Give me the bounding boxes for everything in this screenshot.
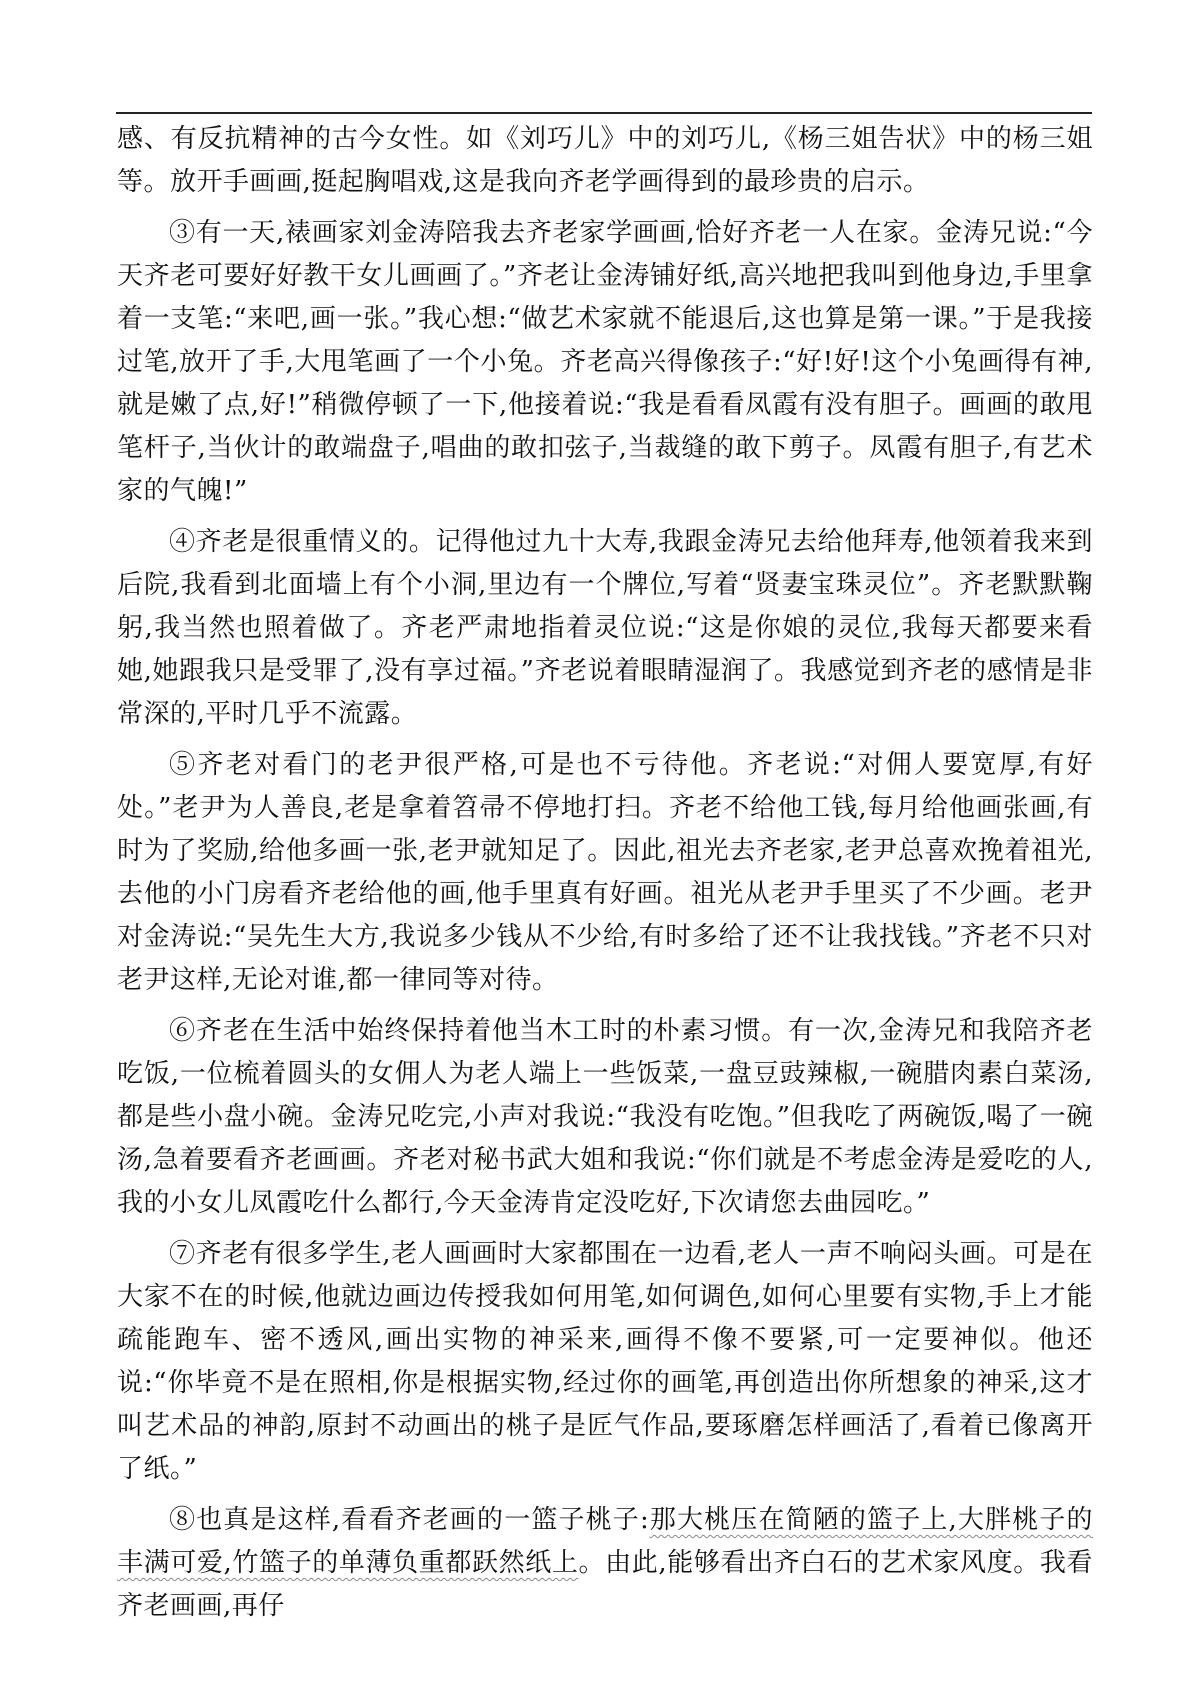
paragraph-8 xyxy=(117,1499,1093,1628)
paragraph-8-lead: ⑧也真是这样,看看齐老画的一篮子桃子: xyxy=(169,1505,650,1535)
article-body xyxy=(117,118,1093,1628)
header-rule xyxy=(116,112,1092,114)
paragraph-7: ⑦齐老有很多学生,老人画画时大家都围在一边看,老人一声不响闷头画。可是在大家不在的时候,他就边画边传授我如何用笔,如何调色,如何心里要有实物,手上才能疏能跑车、密不透风,画出实物的神采来,画得不像不要紧,可一定要神似。他还说:“你毕竟不是在照相,你是根据实物,经过你的画笔,再创造出你所想象的神采,这才叫艺术品的神韵,原封不动画出的桃子是匠气作品,要琢磨怎样画活了,看着已像离开了纸。” xyxy=(117,1239,1093,1484)
paragraph-3: ③有一天,裱画家刘金涛陪我去齐老家学画画,恰好齐老一人在家。金涛兄说:“今天齐老可要好好教干女儿画画了。”齐老让金涛铺好纸,高兴地把我叫到他身边,手里拿着一支笔:“来吧,画一张。”我心想:“做艺术家就不能退后,这也算是第一课。”于是我接过笔,放开了手,大甩笔画了一个小兔。齐老高兴得像孩子:“好!好!这个小兔画得有神,就是嫩了点,好!”稍微停顿了一下,他接着说:“我是看看凤霞有没有胆子。画画的敢甩笔杆子,当伙计的敢端盘子,唱曲的敢扣弦子,当裁缝的敢下剪子。凤霞有胆子,有艺术家的气魄!” xyxy=(117,218,1093,506)
paragraph-6: ⑥齐老在生活中始终保持着他当木工时的朴素习惯。有一次,金涛兄和我陪齐老吃饭,一位梳着圆头的女佣人为老人端上一些饭菜,一盘豆豉辣椒,一碗腊肉素白菜汤,都是些小盘小碗。金涛兄吃完,小声对我说:“我没有吃饱。”但我吃了两碗饭,喝了一碗汤,急着要看齐老画画。齐老对秘书武大姐和我说:“你们就是不考虑金涛是爱吃的人,我的小女儿凤霞吃什么都行,今天金涛肯定没吃好,下次请您去曲园吃。” xyxy=(117,1016,1093,1218)
paragraph-8-tail: 。由此,能够看出齐白石的艺术家风度。我看齐老画画,再仔 xyxy=(117,1548,1094,1621)
paragraph-continued: 感、有反抗精神的古今女性。如《刘巧儿》中的刘巧儿,《杨三姐告状》中的杨三姐等。放开手画画,挺起胸唱戏,这是我向齐老学画得到的最珍贵的启示。 xyxy=(117,124,1093,197)
paragraph-4: ④齐老是很重情义的。记得他过九十大寿,我跟金涛兄去给他拜寿,他领着我来到后院,我看到北面墙上有个小洞,里边有一个牌位,写着“贤妻宝珠灵位”。齐老默默鞠躬,我当然也照着做了。齐老严肃地指着灵位说:“这是你娘的灵位,我每天都要来看她,她跟我只是受罪了,没有享过福。”齐老说着眼睛湿润了。我感觉到齐老的感情是非常深的,平时几乎不流露。 xyxy=(117,527,1093,729)
paragraph-8-underlined-sentence: 那大桃压在简陋的篮子上,大胖桃子的丰满可爱,竹篮子的单薄负重都跃然纸上 xyxy=(117,1505,1093,1578)
paragraph-5: ⑤齐老对看门的老尹很严格,可是也不亏待他。齐老说:“对佣人要宽厚,有好处。”老尹为人善良,老是拿着笤帚不停地打扫。齐老不给他工钱,每月给他画张画,有时为了奖励,给他多画一张,老尹就知足了。因此,祖光去齐老家,老尹总喜欢挽着祖光,去他的小门房看齐老给他的画,他手里真有好画。祖光从老尹手里买了不少画。老尹对金涛说:“吴先生大方,我说多少钱从不少给,有时多给了还不让我找钱。”齐老不只对老尹这样,无论对谁,都一律同等对待。 xyxy=(117,750,1093,995)
